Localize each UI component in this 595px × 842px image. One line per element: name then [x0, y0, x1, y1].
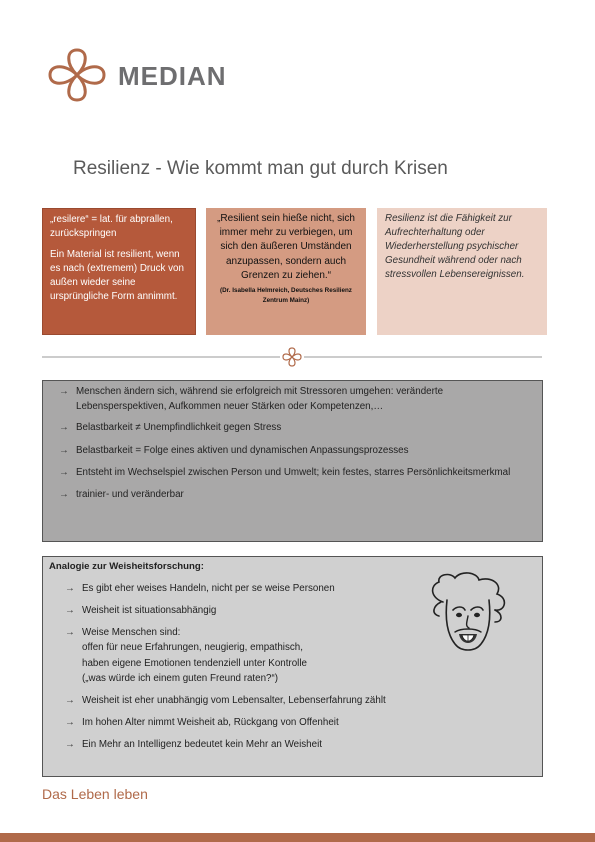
definition-latin: „resilere“ = lat. für abprallen, zurückspringen [50, 214, 173, 239]
description-text: Resilienz ist die Fähigkeit zur Aufrechterhaltung oder Wiederherstellung psychischer Gesundheit während oder nach stressvollen Lebensereignissen. [385, 213, 525, 280]
arrow-icon: → [59, 386, 69, 397]
list-item: → Menschen ändern sich, während sie erfolgreich mit Stressoren umgehen: veränderte Lebensperspektiven, Aufkommen neuer Stärken oder Kompetenzen,… [59, 386, 444, 413]
page-title: Resilienz - Wie kommt man gut durch Krisen [73, 158, 448, 179]
median-flower-icon [42, 44, 112, 106]
slogan: Das Leben leben [42, 786, 148, 802]
arrow-icon: → [65, 717, 75, 729]
list-item: → Weisheit ist eher unabhängig vom Lebensalter, Lebenserfahrung zählt [65, 693, 534, 708]
list-item: → Belastbarkeit = Folge eines aktiven und dynamischen Anpassungsprozesses [59, 443, 534, 458]
list-item: → Weise Menschen sind: offen für neue Erfahrungen, neugierig, empathisch, haben eigene Emotionen tendenziell unter Kontrolle („was würde ich einem guten Freund raten?“) [65, 627, 307, 684]
list-item: → Entsteht im Wechselspiel zwischen Person und Umwelt; kein festes, starres Persönlichkeitsmerkmal [59, 465, 534, 480]
arrow-icon: → [65, 605, 75, 617]
arrow-icon: → [65, 582, 75, 594]
median-logo [42, 44, 227, 106]
description-box [377, 208, 547, 335]
arrow-icon: → [65, 694, 75, 706]
list-item: → Belastbarkeit ≠ Unempfindlichkeit gegen Stress [59, 420, 534, 435]
arrow-icon: → [65, 627, 75, 639]
quote-text: „Resilient sein hieße nicht, sich immer mehr zu verbiegen, um sich den äußeren Umständen anzupassen, sondern auch Grenzen zu ziehen.“ [217, 213, 355, 281]
list-item: → Weisheit ist situationsabhängig [65, 603, 534, 618]
quote-source: (Dr. Isabella Helmreich, Deutsches Resilienz Zentrum Mainz) [220, 286, 352, 304]
list-item: → Ein Mehr an Intelligenz bedeutet kein Mehr an Weisheit [65, 737, 534, 752]
list-item: → Im hohen Alter nimmt Weisheit ab, Rückgang von Offenheit [65, 715, 534, 730]
arrow-icon: → [59, 488, 69, 500]
wisdom-heading: Analogie zur Weisheitsforschung: [49, 561, 204, 572]
divider-with-flower-icon [42, 346, 542, 368]
definition-material: Ein Material ist resilient, wenn es nach (extremem) Druck von außen wieder seine ursprüngliche Form annimmt. [50, 248, 184, 302]
arrow-icon: → [59, 422, 69, 434]
list-item: → trainier- und veränderbar [59, 487, 534, 502]
resilience-facts-box [42, 380, 543, 542]
brand-name: MEDIAN [118, 60, 227, 91]
footer-bar [0, 833, 595, 842]
resilience-facts-list [59, 384, 534, 502]
definition-box [42, 208, 196, 335]
arrow-icon: → [59, 444, 69, 456]
quote-box [206, 208, 366, 335]
einstein-portrait-icon [425, 572, 509, 662]
arrow-icon: → [65, 739, 75, 751]
arrow-icon: → [59, 466, 69, 478]
list-item: → Es gibt eher weises Handeln, nicht per se weise Personen [65, 581, 534, 596]
